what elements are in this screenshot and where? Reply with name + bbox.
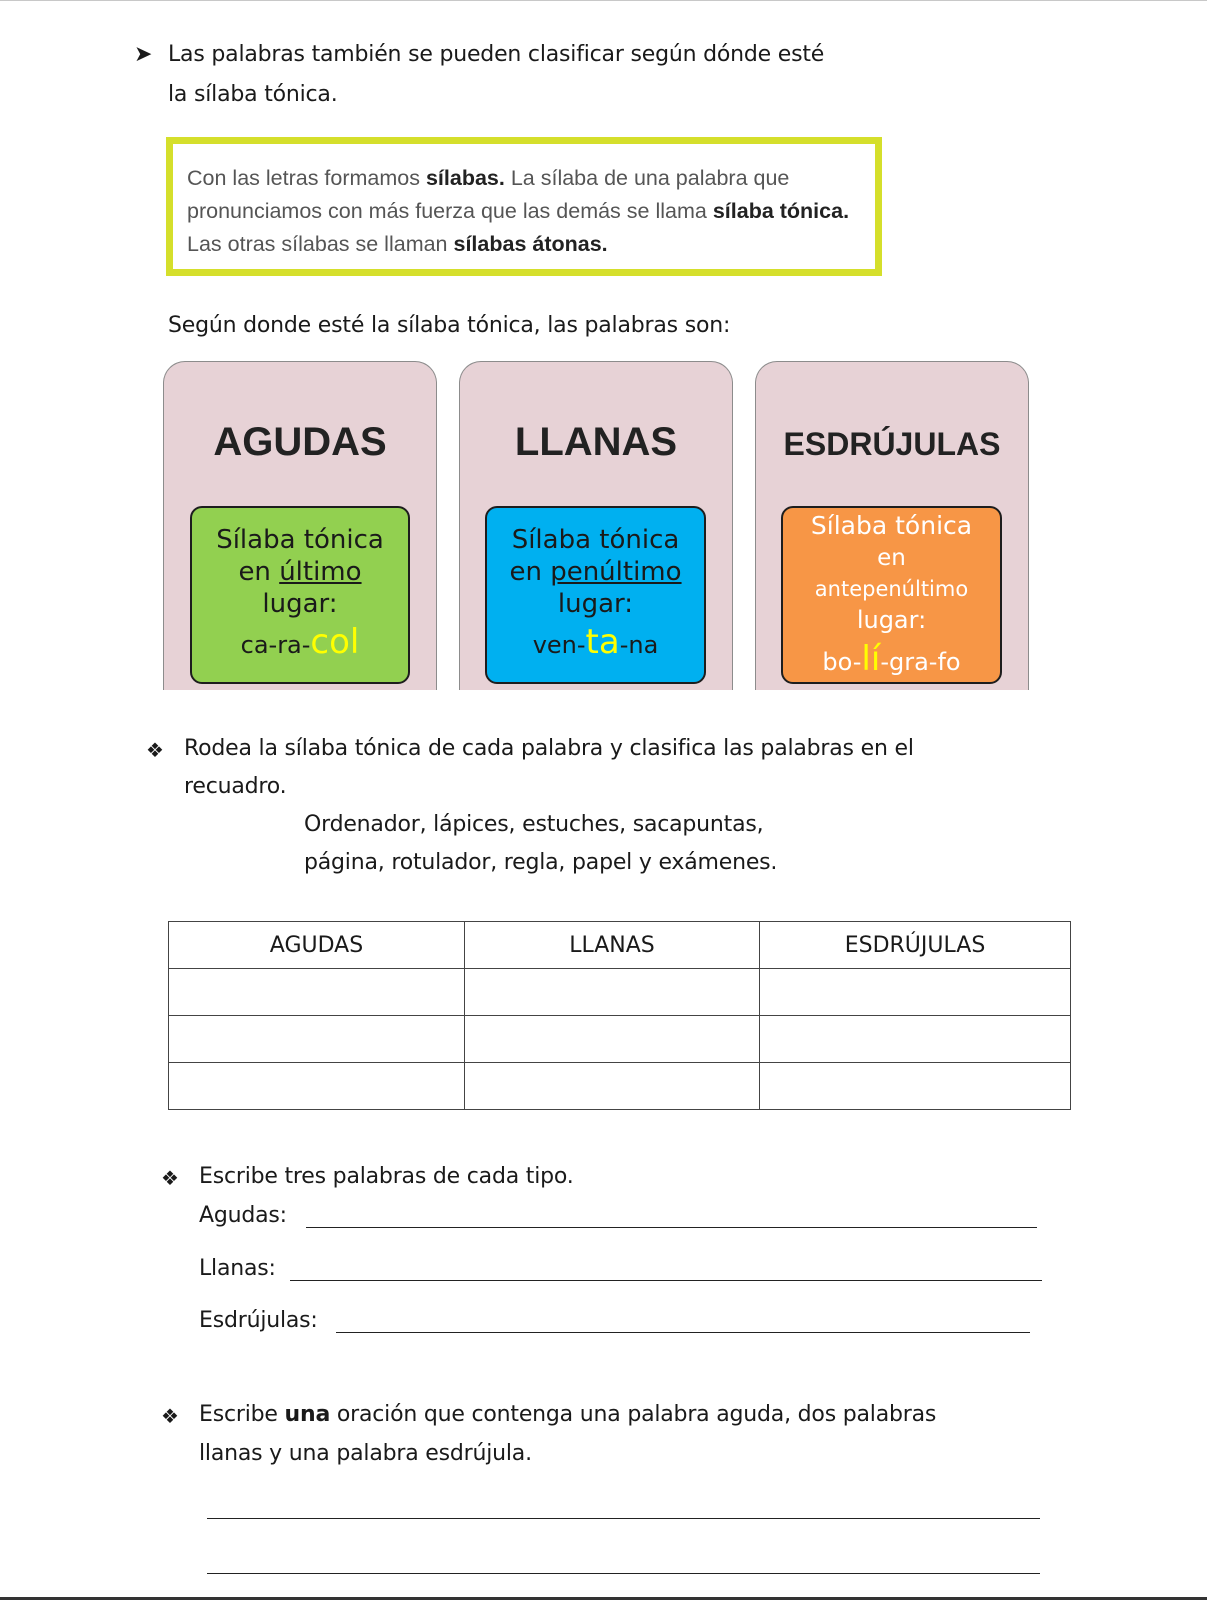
card-title: ESDRÚJULAS bbox=[783, 426, 1001, 462]
definition-bold: sílabas átonas. bbox=[453, 232, 608, 256]
table-cell[interactable] bbox=[465, 1063, 760, 1110]
rule-text: lugar: bbox=[856, 606, 927, 634]
example-syllable: ca-ra- bbox=[240, 631, 311, 659]
subtitle: Según donde esté la sílaba tónica, las palabras son: bbox=[168, 313, 731, 338]
exercise3-line-2: llanas y una palabra esdrújula. bbox=[199, 1441, 532, 1466]
definition-bold: sílabas. bbox=[425, 166, 505, 190]
table-cell[interactable] bbox=[760, 969, 1071, 1016]
exercise1-line-1: Rodea la sílaba tónica de cada palabra y clasifica las palabras en el bbox=[184, 736, 914, 761]
card-title: LLANAS bbox=[514, 420, 678, 464]
table-row bbox=[169, 1063, 1071, 1110]
diamond-bullet-icon: ❖ bbox=[161, 1166, 179, 1190]
definition-bold: sílaba tónica. bbox=[712, 199, 850, 223]
top-border bbox=[0, 0, 1207, 1]
classification-table bbox=[168, 921, 1071, 1110]
card-title: AGUDAS bbox=[213, 420, 387, 464]
example-syllable: -na bbox=[619, 631, 659, 659]
table-cell[interactable] bbox=[465, 1016, 760, 1063]
rule-text-underlined: penúltimo bbox=[550, 557, 682, 587]
label-agudas: Agudas: bbox=[199, 1203, 287, 1228]
word-list-line-2: página, rotulador, regla, papel y exámenes. bbox=[304, 850, 778, 875]
card-rule-box bbox=[485, 506, 706, 684]
label-esdrujulas: Esdrújulas: bbox=[199, 1308, 318, 1333]
table-row bbox=[169, 1016, 1071, 1063]
diamond-bullet-icon: ❖ bbox=[161, 1404, 179, 1428]
example-syllable: bo- bbox=[822, 648, 862, 676]
exercise2-title: Escribe tres palabras de cada tipo. bbox=[199, 1164, 574, 1189]
answer-line-sentence-2[interactable] bbox=[207, 1573, 1040, 1574]
exercise3-bold: una bbox=[284, 1402, 331, 1427]
column-header-llanas: LLANAS bbox=[465, 922, 760, 969]
rule-text: antepenúltimo bbox=[814, 577, 969, 601]
example-syllable: -gra-fo bbox=[880, 648, 961, 676]
table-row bbox=[169, 969, 1071, 1016]
table-cell[interactable] bbox=[169, 1016, 465, 1063]
table-cell[interactable] bbox=[465, 969, 760, 1016]
rule-text: lugar: bbox=[262, 589, 338, 619]
column-header-agudas: AGUDAS bbox=[169, 922, 465, 969]
table-cell[interactable] bbox=[760, 1016, 1071, 1063]
rule-text: en bbox=[877, 545, 906, 571]
rule-text: Sílaba tónica bbox=[216, 525, 384, 555]
exercise3-line-1 bbox=[199, 1402, 936, 1427]
card-esdrujulas bbox=[755, 361, 1029, 690]
rule-text: en bbox=[509, 557, 551, 587]
table-cell[interactable] bbox=[169, 969, 465, 1016]
rule-text: lugar: bbox=[557, 589, 634, 619]
intro-line-1: Las palabras también se pueden clasificar según dónde esté bbox=[168, 42, 825, 67]
column-header-esdrujulas: ESDRÚJULAS bbox=[760, 922, 1071, 969]
definition-text: La sílaba de una palabra que pronunciamos con más fuerza que las demás se llama bbox=[187, 166, 790, 223]
card-agudas bbox=[163, 361, 437, 690]
definition-text: Las otras sílabas se llaman bbox=[187, 232, 454, 256]
example-stressed-syllable: col bbox=[310, 622, 360, 662]
example-stressed-syllable: lí bbox=[861, 639, 881, 679]
answer-line-agudas[interactable] bbox=[306, 1227, 1037, 1228]
definition-box bbox=[166, 137, 882, 276]
table-cell[interactable] bbox=[760, 1063, 1071, 1110]
example-syllable: ven- bbox=[532, 631, 586, 659]
table-header-row bbox=[169, 922, 1071, 969]
exercise3-text: Escribe bbox=[199, 1402, 285, 1427]
card-rule-box bbox=[190, 506, 410, 684]
exercise1-line-2: recuadro. bbox=[184, 774, 287, 799]
arrow-bullet-icon: ➤ bbox=[134, 42, 153, 67]
definition-text: Con las letras formamos bbox=[187, 166, 426, 190]
answer-line-llanas[interactable] bbox=[290, 1280, 1042, 1281]
intro-line-2: la sílaba tónica. bbox=[168, 82, 338, 107]
rule-text-underlined: último bbox=[279, 557, 362, 587]
exercise3-text: oración que contenga una palabra aguda, dos palabras bbox=[330, 1402, 937, 1427]
label-llanas: Llanas: bbox=[199, 1256, 276, 1281]
word-list-line-1: Ordenador, lápices, estuches, sacapuntas, bbox=[304, 812, 764, 837]
rule-text: en bbox=[238, 557, 280, 587]
diamond-bullet-icon: ❖ bbox=[146, 738, 164, 762]
table-cell[interactable] bbox=[169, 1063, 465, 1110]
answer-line-esdrujulas[interactable] bbox=[336, 1332, 1030, 1333]
example-stressed-syllable: ta bbox=[585, 622, 620, 662]
card-rule-box bbox=[781, 506, 1002, 684]
answer-line-sentence-1[interactable] bbox=[207, 1518, 1040, 1519]
rule-text: Sílaba tónica bbox=[511, 525, 680, 555]
rule-text: Sílaba tónica bbox=[810, 511, 973, 540]
card-llanas bbox=[459, 361, 733, 690]
